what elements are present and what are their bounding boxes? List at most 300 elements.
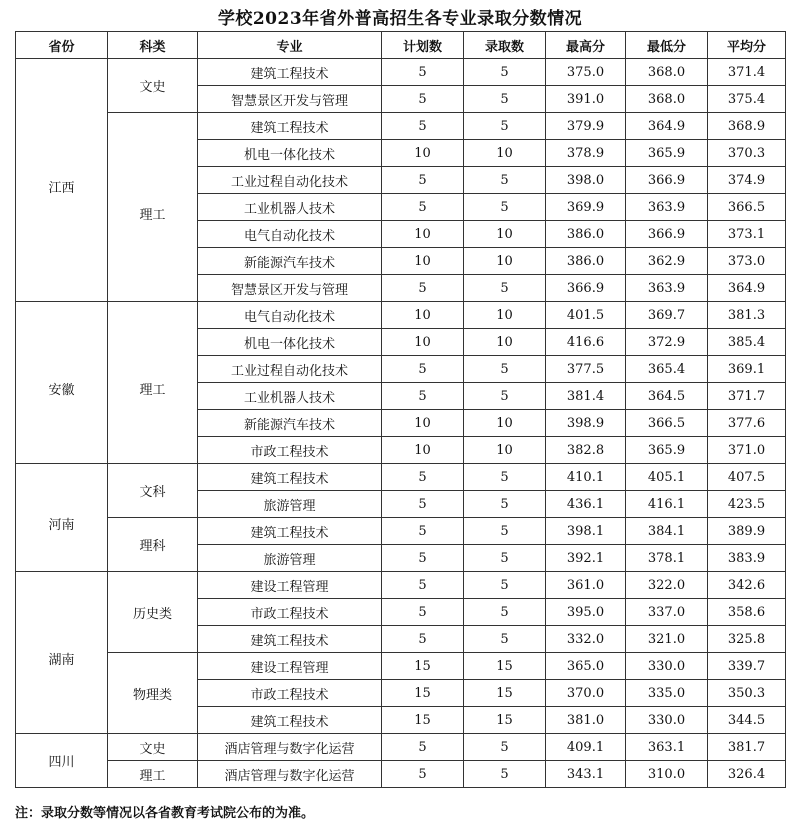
min-score-cell-text: 330.0 xyxy=(647,712,686,728)
max-score-cell xyxy=(546,383,626,410)
min-score-cell-text: 366.5 xyxy=(647,415,686,431)
plan-cell xyxy=(382,518,464,545)
major-cell xyxy=(198,653,382,680)
max-score-cell-text: 361.0 xyxy=(566,577,605,593)
avg-score-cell xyxy=(708,545,786,572)
page-title: 学校2023年省外普高招生各专业录取分数情况 xyxy=(217,9,583,29)
admit-cell-text: 10 xyxy=(496,415,513,431)
min-score-cell-text: 405.1 xyxy=(647,469,686,485)
admit-cell xyxy=(464,545,546,572)
admit-cell xyxy=(464,734,546,761)
plan-cell xyxy=(382,275,464,302)
table-row xyxy=(16,734,786,761)
avg-score-cell xyxy=(708,680,786,707)
max-score-cell xyxy=(546,194,626,221)
province-cell-text: 江西 xyxy=(48,180,75,196)
admit-cell-text: 5 xyxy=(500,550,509,566)
category-cell-text: 历史类 xyxy=(132,606,172,622)
province-cell-text: 湖南 xyxy=(48,653,75,668)
admit-cell xyxy=(464,302,546,329)
min-score-cell-text: 365.9 xyxy=(647,145,686,161)
avg-score-cell-text: 423.5 xyxy=(727,496,766,512)
max-score-cell xyxy=(546,437,626,464)
min-score-cell xyxy=(626,410,708,437)
avg-score-cell xyxy=(708,518,786,545)
plan-cell xyxy=(382,302,464,329)
major-cell-text: 建筑工程技术 xyxy=(250,66,329,82)
plan-cell xyxy=(382,599,464,626)
max-score-cell-text: 377.5 xyxy=(566,361,605,377)
min-score-cell xyxy=(626,734,708,761)
avg-score-cell xyxy=(708,275,786,302)
admit-cell xyxy=(464,626,546,653)
avg-score-cell xyxy=(708,221,786,248)
min-score-cell xyxy=(626,761,708,788)
avg-score-cell-text: 371.0 xyxy=(727,442,766,458)
min-score-cell xyxy=(626,626,708,653)
plan-cell-text: 5 xyxy=(418,739,427,755)
province-cell xyxy=(16,464,108,572)
min-score-cell xyxy=(626,275,708,302)
major-cell xyxy=(198,518,382,545)
category-cell-text: 理科 xyxy=(139,539,166,554)
major-cell xyxy=(198,464,382,491)
category-cell xyxy=(108,59,198,113)
header-max: 最高分 xyxy=(546,32,626,59)
max-score-cell-text: 386.0 xyxy=(566,253,605,269)
avg-score-cell xyxy=(708,707,786,734)
avg-score-cell xyxy=(708,86,786,113)
plan-cell-text: 5 xyxy=(418,631,427,647)
min-score-cell xyxy=(626,329,708,356)
admit-cell xyxy=(464,113,546,140)
admit-cell xyxy=(464,59,546,86)
header-row xyxy=(16,32,786,59)
plan-cell xyxy=(382,248,464,275)
max-score-cell xyxy=(546,140,626,167)
category-cell-text: 理工 xyxy=(139,768,166,784)
min-score-cell xyxy=(626,491,708,518)
avg-score-cell xyxy=(708,113,786,140)
admit-cell-text: 10 xyxy=(496,253,513,269)
min-score-cell xyxy=(626,140,708,167)
avg-score-cell xyxy=(708,464,786,491)
header-avg: 平均分 xyxy=(708,32,786,59)
major-cell-text: 新能源汽车技术 xyxy=(243,255,335,271)
max-score-cell xyxy=(546,572,626,599)
max-score-cell xyxy=(546,734,626,761)
plan-cell-text: 5 xyxy=(418,118,427,134)
plan-cell-text: 5 xyxy=(418,91,427,107)
plan-cell-text: 5 xyxy=(418,577,427,593)
min-score-cell-text: 368.0 xyxy=(647,64,686,80)
max-score-cell-text: 401.5 xyxy=(566,307,605,323)
plan-cell-text: 5 xyxy=(418,199,427,215)
min-score-cell xyxy=(626,113,708,140)
admit-cell-text: 5 xyxy=(500,361,509,377)
admission-score-table xyxy=(15,31,786,788)
major-cell-text: 新能源汽车技术 xyxy=(243,417,335,433)
admit-cell-text: 5 xyxy=(500,631,509,647)
min-score-cell-text: 330.0 xyxy=(647,658,686,674)
avg-score-cell-text: 375.4 xyxy=(727,91,766,107)
avg-score-cell xyxy=(708,410,786,437)
header-province: 省份 xyxy=(16,32,108,59)
plan-cell xyxy=(382,410,464,437)
avg-score-cell-text: 368.9 xyxy=(727,118,766,134)
admit-cell-text: 5 xyxy=(500,469,509,485)
plan-cell-text: 5 xyxy=(418,388,427,404)
max-score-cell xyxy=(546,221,626,248)
min-score-cell xyxy=(626,248,708,275)
min-score-cell-text: 337.0 xyxy=(647,604,686,620)
max-score-cell-text: 332.0 xyxy=(566,631,605,647)
admit-cell xyxy=(464,491,546,518)
admit-cell xyxy=(464,383,546,410)
avg-score-cell-text: 342.6 xyxy=(727,577,766,593)
min-score-cell-text: 321.0 xyxy=(647,631,686,647)
avg-score-cell-text: 383.9 xyxy=(727,550,766,566)
max-score-cell-text: 391.0 xyxy=(566,91,605,107)
admit-cell xyxy=(464,437,546,464)
province-cell-text: 河南 xyxy=(48,518,75,533)
category-cell-text: 物理类 xyxy=(132,687,172,703)
max-score-cell xyxy=(546,761,626,788)
major-cell-text: 机电一体化技术 xyxy=(243,336,335,352)
min-score-cell-text: 322.0 xyxy=(647,577,686,593)
admit-cell-text: 5 xyxy=(500,577,509,593)
major-cell xyxy=(198,194,382,221)
plan-cell xyxy=(382,221,464,248)
max-score-cell xyxy=(546,86,626,113)
major-cell-text: 酒店管理与数字化运营 xyxy=(224,741,355,757)
major-cell-text: 酒店管理与数字化运营 xyxy=(224,768,355,784)
min-score-cell-text: 368.0 xyxy=(647,91,686,107)
major-cell xyxy=(198,59,382,86)
avg-score-cell xyxy=(708,329,786,356)
admit-cell-text: 5 xyxy=(500,199,509,215)
plan-cell-text: 5 xyxy=(418,172,427,188)
plan-cell-text: 5 xyxy=(418,280,427,296)
avg-score-cell xyxy=(708,383,786,410)
province-cell xyxy=(16,734,108,788)
category-cell xyxy=(108,518,198,572)
max-score-cell-text: 398.1 xyxy=(566,523,605,539)
avg-score-cell xyxy=(708,572,786,599)
admit-cell-text: 10 xyxy=(496,307,513,323)
major-cell-text: 电气自动化技术 xyxy=(243,228,335,244)
major-cell-text: 建筑工程技术 xyxy=(250,120,329,136)
plan-cell xyxy=(382,329,464,356)
max-score-cell xyxy=(546,410,626,437)
admit-cell xyxy=(464,356,546,383)
table-row xyxy=(16,761,786,788)
admit-cell xyxy=(464,194,546,221)
min-score-cell xyxy=(626,59,708,86)
max-score-cell-text: 410.1 xyxy=(566,469,605,485)
max-score-cell-text: 366.9 xyxy=(566,280,605,296)
admit-cell-text: 5 xyxy=(500,496,509,512)
category-cell xyxy=(108,464,198,518)
min-score-cell-text: 362.9 xyxy=(647,253,686,269)
min-score-cell-text: 363.9 xyxy=(647,199,686,215)
header-category: 科类 xyxy=(108,32,198,59)
admit-cell xyxy=(464,707,546,734)
max-score-cell-text: 343.1 xyxy=(566,766,605,782)
admit-cell xyxy=(464,167,546,194)
major-cell-text: 建筑工程技术 xyxy=(250,714,329,730)
avg-score-cell xyxy=(708,194,786,221)
min-score-cell xyxy=(626,545,708,572)
admit-cell-text: 15 xyxy=(496,685,513,701)
admit-cell xyxy=(464,86,546,113)
min-score-cell-text: 366.9 xyxy=(647,172,686,188)
table-row xyxy=(16,464,786,491)
avg-score-cell-text: 389.9 xyxy=(727,523,766,539)
max-score-cell xyxy=(546,167,626,194)
max-score-cell-text: 379.9 xyxy=(566,118,605,134)
major-cell-text: 电气自动化技术 xyxy=(243,309,335,325)
category-cell xyxy=(108,302,198,464)
admit-cell xyxy=(464,410,546,437)
admit-cell xyxy=(464,221,546,248)
admit-cell-text: 5 xyxy=(500,523,509,539)
plan-cell xyxy=(382,626,464,653)
admit-cell-text: 5 xyxy=(500,118,509,134)
avg-score-cell-text: 381.3 xyxy=(727,307,766,323)
plan-cell xyxy=(382,194,464,221)
plan-cell xyxy=(382,140,464,167)
plan-cell xyxy=(382,491,464,518)
max-score-cell-text: 392.1 xyxy=(566,550,605,566)
min-score-cell-text: 384.1 xyxy=(647,523,686,539)
min-score-cell-text: 416.1 xyxy=(647,496,686,512)
admit-cell-text: 10 xyxy=(496,145,513,161)
avg-score-cell-text: 371.4 xyxy=(727,64,766,80)
category-cell-text: 文科 xyxy=(139,485,166,500)
major-cell xyxy=(198,329,382,356)
plan-cell xyxy=(382,86,464,113)
min-score-cell-text: 378.1 xyxy=(647,550,686,566)
province-cell xyxy=(16,302,108,464)
major-cell-text: 建设工程管理 xyxy=(250,579,329,595)
plan-cell xyxy=(382,464,464,491)
plan-cell-text: 10 xyxy=(414,253,431,269)
admit-cell-text: 10 xyxy=(496,442,513,458)
min-score-cell xyxy=(626,383,708,410)
admit-cell-text: 10 xyxy=(496,226,513,242)
max-score-cell xyxy=(546,329,626,356)
plan-cell-text: 10 xyxy=(414,145,431,161)
avg-score-cell xyxy=(708,599,786,626)
min-score-cell xyxy=(626,221,708,248)
major-cell xyxy=(198,437,382,464)
admit-cell xyxy=(464,680,546,707)
min-score-cell xyxy=(626,707,708,734)
footnote: 注：录取分数等情况以各省教育考试院公布的为准。 xyxy=(15,806,315,821)
major-cell xyxy=(198,572,382,599)
avg-score-cell xyxy=(708,167,786,194)
major-cell-text: 市政工程技术 xyxy=(250,444,329,460)
min-score-cell-text: 365.4 xyxy=(647,361,686,377)
avg-score-cell xyxy=(708,761,786,788)
avg-score-cell xyxy=(708,437,786,464)
admit-cell xyxy=(464,248,546,275)
plan-cell-text: 15 xyxy=(414,712,431,728)
avg-score-cell-text: 350.3 xyxy=(727,685,766,701)
max-score-cell xyxy=(546,356,626,383)
major-cell xyxy=(198,626,382,653)
min-score-cell-text: 335.0 xyxy=(647,685,686,701)
max-score-cell xyxy=(546,464,626,491)
category-cell xyxy=(108,653,198,734)
min-score-cell-text: 365.9 xyxy=(647,442,686,458)
major-cell-text: 工业过程自动化技术 xyxy=(230,174,348,190)
min-score-cell-text: 366.9 xyxy=(647,226,686,242)
max-score-cell xyxy=(546,545,626,572)
plan-cell xyxy=(382,572,464,599)
table-row xyxy=(16,59,786,86)
plan-cell-text: 15 xyxy=(414,658,431,674)
avg-score-cell xyxy=(708,59,786,86)
min-score-cell xyxy=(626,356,708,383)
major-cell-text: 工业过程自动化技术 xyxy=(230,363,348,379)
max-score-cell-text: 370.0 xyxy=(566,685,605,701)
major-cell xyxy=(198,248,382,275)
category-cell xyxy=(108,734,198,761)
admit-cell xyxy=(464,572,546,599)
avg-score-cell-text: 373.1 xyxy=(727,226,766,242)
major-cell-text: 建设工程管理 xyxy=(250,660,329,676)
plan-cell-text: 5 xyxy=(418,64,427,80)
plan-cell xyxy=(382,734,464,761)
avg-score-cell xyxy=(708,653,786,680)
avg-score-cell-text: 326.4 xyxy=(727,766,766,782)
avg-score-cell-text: 374.9 xyxy=(727,172,766,188)
plan-cell xyxy=(382,653,464,680)
major-cell xyxy=(198,680,382,707)
plan-cell-text: 10 xyxy=(414,442,431,458)
plan-cell xyxy=(382,167,464,194)
plan-cell xyxy=(382,680,464,707)
min-score-cell-text: 310.0 xyxy=(647,766,686,782)
category-cell xyxy=(108,572,198,653)
min-score-cell xyxy=(626,86,708,113)
avg-score-cell-text: 407.5 xyxy=(727,469,766,485)
avg-score-cell-text: 364.9 xyxy=(727,280,766,296)
avg-score-cell xyxy=(708,734,786,761)
admit-cell-text: 5 xyxy=(500,739,509,755)
min-score-cell xyxy=(626,599,708,626)
avg-score-cell-text: 339.7 xyxy=(727,658,766,674)
admit-cell xyxy=(464,464,546,491)
plan-cell-text: 10 xyxy=(414,307,431,323)
min-score-cell-text: 363.1 xyxy=(647,739,686,755)
avg-score-cell xyxy=(708,302,786,329)
plan-cell xyxy=(382,59,464,86)
admit-cell xyxy=(464,275,546,302)
admit-cell-text: 5 xyxy=(500,766,509,782)
province-cell xyxy=(16,572,108,734)
major-cell xyxy=(198,383,382,410)
plan-cell-text: 5 xyxy=(418,469,427,485)
category-cell-text: 理工 xyxy=(139,207,166,223)
province-cell-text: 安徽 xyxy=(48,383,75,398)
avg-score-cell-text: 369.1 xyxy=(727,361,766,377)
min-score-cell xyxy=(626,437,708,464)
min-score-cell xyxy=(626,302,708,329)
admit-cell-text: 5 xyxy=(500,388,509,404)
admit-cell xyxy=(464,761,546,788)
plan-cell xyxy=(382,545,464,572)
plan-cell-text: 10 xyxy=(414,334,431,350)
max-score-cell xyxy=(546,599,626,626)
table-row xyxy=(16,302,786,329)
avg-score-cell-text: 371.7 xyxy=(727,388,766,404)
header-plan: 计划数 xyxy=(382,32,464,59)
min-score-cell xyxy=(626,167,708,194)
plan-cell-text: 5 xyxy=(418,496,427,512)
major-cell-text: 市政工程技术 xyxy=(250,687,329,703)
major-cell-text: 建筑工程技术 xyxy=(250,633,329,649)
category-cell xyxy=(108,761,198,788)
max-score-cell-text: 409.1 xyxy=(566,739,605,755)
max-score-cell-text: 378.9 xyxy=(566,145,605,161)
table-row xyxy=(16,572,786,599)
admit-cell-text: 15 xyxy=(496,658,513,674)
major-cell-text: 建筑工程技术 xyxy=(250,471,329,487)
table-row xyxy=(16,518,786,545)
category-cell-text: 文史 xyxy=(139,741,166,757)
max-score-cell xyxy=(546,59,626,86)
major-cell xyxy=(198,167,382,194)
table-row xyxy=(16,113,786,140)
max-score-cell-text: 386.0 xyxy=(566,226,605,242)
province-cell xyxy=(16,59,108,302)
avg-score-cell-text: 377.6 xyxy=(727,415,766,431)
header-major: 专业 xyxy=(198,32,382,59)
major-cell xyxy=(198,734,382,761)
max-score-cell xyxy=(546,626,626,653)
province-cell-text: 四川 xyxy=(48,755,75,770)
major-cell xyxy=(198,113,382,140)
plan-cell-text: 5 xyxy=(418,523,427,539)
major-cell xyxy=(198,86,382,113)
max-score-cell-text: 381.4 xyxy=(566,388,605,404)
plan-cell xyxy=(382,113,464,140)
max-score-cell xyxy=(546,113,626,140)
plan-cell-text: 10 xyxy=(414,226,431,242)
max-score-cell-text: 395.0 xyxy=(566,604,605,620)
plan-cell-text: 10 xyxy=(414,415,431,431)
major-cell xyxy=(198,545,382,572)
admit-cell-text: 5 xyxy=(500,172,509,188)
max-score-cell-text: 416.6 xyxy=(566,334,605,350)
min-score-cell xyxy=(626,518,708,545)
max-score-cell-text: 398.0 xyxy=(566,172,605,188)
max-score-cell xyxy=(546,680,626,707)
header-min: 最低分 xyxy=(626,32,708,59)
major-cell-text: 市政工程技术 xyxy=(250,606,329,622)
plan-cell xyxy=(382,761,464,788)
category-cell xyxy=(108,113,198,302)
avg-score-cell-text: 385.4 xyxy=(727,334,766,350)
major-cell xyxy=(198,140,382,167)
max-score-cell-text: 436.1 xyxy=(566,496,605,512)
major-cell-text: 工业机器人技术 xyxy=(243,390,335,406)
avg-score-cell-text: 373.0 xyxy=(727,253,766,269)
min-score-cell-text: 369.7 xyxy=(647,307,686,323)
